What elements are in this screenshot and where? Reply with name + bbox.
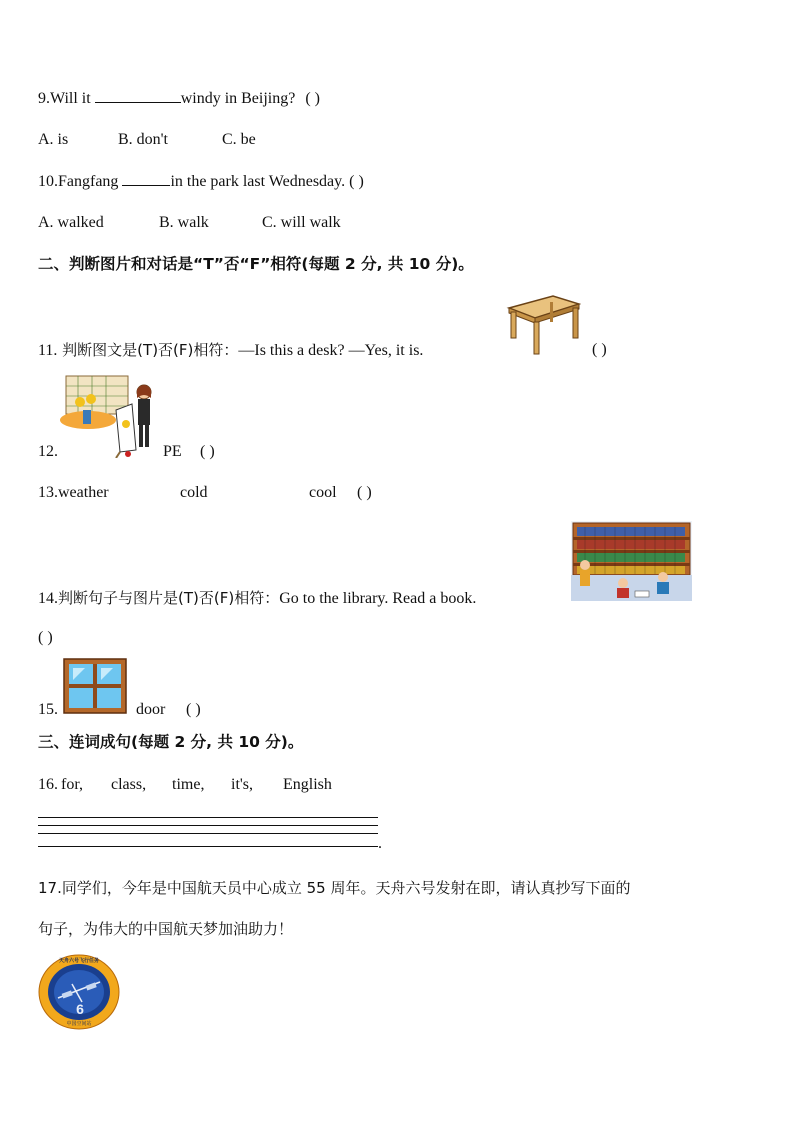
writing-line[interactable] (38, 825, 378, 826)
answer-paren[interactable]: ( ) (305, 90, 320, 107)
question-text: in the park last Wednesday. (170, 173, 346, 190)
word-1: weather (58, 484, 109, 501)
answer-paren[interactable]: ( ) (38, 629, 53, 646)
window-image (63, 658, 127, 714)
question-number: 16. (38, 776, 58, 793)
question-13 (38, 483, 109, 503)
section-2-heading: 二、判断图片和对话是“T”否“F”相符(每题 2 分, 共 10 分)。 (38, 255, 474, 273)
question-text: —Is this a desk? —Yes, it is. (238, 342, 424, 359)
question-instruction: 判断句子与图片是(T)否(F)相符： (58, 589, 280, 607)
badge-top-text: 天舟六号飞行任务 (58, 958, 99, 964)
option-b: B. walk (159, 214, 209, 231)
question-text: Go to the library. Read a book. (279, 590, 477, 607)
question-number: 12. (38, 443, 58, 460)
word-2: cold (180, 484, 208, 501)
question-10 (38, 171, 364, 192)
answer-paren[interactable]: ( ) (592, 341, 607, 358)
art-class-image (58, 372, 154, 458)
sentence-end-period: . (378, 835, 382, 852)
writing-line[interactable] (38, 833, 378, 834)
question-17-line-1: 17.同学们，今年是中国航天员中心成立 55 周年。天舟六号发射在即，请认真抄写下面的 (38, 879, 631, 897)
question-number: 13. (38, 484, 58, 501)
scrambled-word: class, (111, 776, 147, 793)
question-16 (38, 775, 332, 795)
question-number: 15. (38, 701, 58, 718)
question-10-options (38, 213, 341, 233)
option-c: C. will walk (262, 214, 341, 231)
section-3-heading: 三、连词成句(每题 2 分, 共 10 分)。 (38, 733, 304, 751)
question-12-word: PE (163, 443, 182, 460)
question-11 (38, 340, 423, 361)
desk-image (503, 290, 581, 356)
question-15 (38, 700, 58, 720)
scrambled-word: for, (61, 776, 84, 793)
library-image (571, 521, 692, 601)
scrambled-word: time, (172, 776, 205, 793)
option-a: A. is (38, 131, 69, 148)
question-text: windy in Beijing? (180, 90, 296, 107)
question-number: 9. (38, 90, 50, 107)
option-c: C. be (222, 131, 256, 148)
word-3: cool (309, 484, 337, 501)
question-17-line-2: 句子，为伟大的中国航天梦加油助力！ (38, 920, 294, 938)
question-9 (38, 88, 320, 109)
answer-paren[interactable]: ( ) (186, 701, 201, 718)
badge-bottom-text: 中国空间站 (66, 1021, 92, 1027)
question-text: Will it (50, 90, 91, 107)
option-b: B. don't (118, 131, 168, 148)
writing-line[interactable] (38, 817, 378, 818)
writing-line[interactable] (38, 846, 378, 847)
scrambled-word: it's, (231, 776, 253, 793)
answer-paren[interactable]: ( ) (349, 173, 364, 190)
question-text: Fangfang (58, 173, 119, 190)
answer-paren[interactable]: ( ) (357, 484, 372, 501)
answer-paren[interactable]: ( ) (200, 443, 215, 460)
badge-number: 6 (76, 1001, 84, 1017)
question-instruction: 判断图文是(T)否(F)相符： (57, 341, 239, 359)
question-9-options (38, 130, 256, 150)
scrambled-word: English (283, 776, 332, 793)
question-12 (38, 442, 58, 462)
mission-badge (38, 954, 120, 1030)
question-15-word: door (136, 701, 166, 718)
question-number: 11. (38, 342, 58, 359)
answer-blank[interactable] (122, 171, 170, 186)
answer-blank[interactable] (95, 88, 181, 103)
question-number: 14. (38, 590, 58, 607)
question-14 (38, 588, 476, 609)
option-a: A. walked (38, 214, 104, 231)
question-number: 10. (38, 173, 58, 190)
